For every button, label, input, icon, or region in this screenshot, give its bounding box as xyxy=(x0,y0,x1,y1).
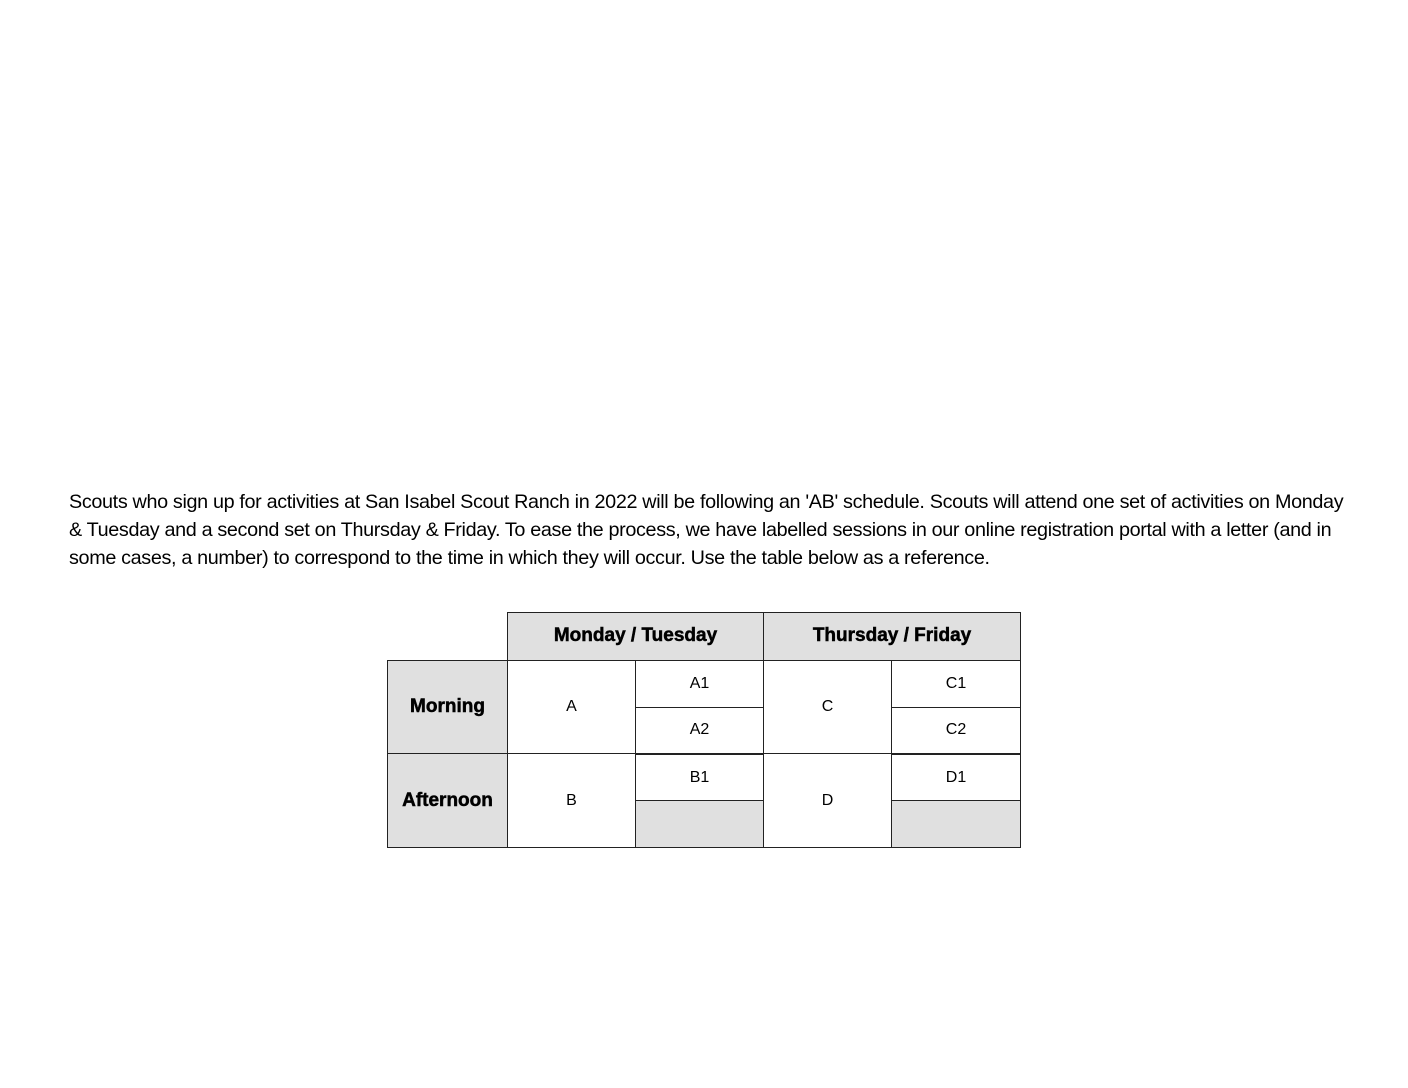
block-cell-a: A xyxy=(508,660,636,754)
header-monday-tuesday: Monday / Tuesday xyxy=(508,613,764,661)
session-cell-a2: A2 xyxy=(636,707,764,754)
table-header-row xyxy=(388,613,1021,661)
period-label-afternoon: Afternoon xyxy=(388,754,508,848)
schedule-intro-paragraph: Scouts who sign up for activities at San Isabel Scout Ranch in 2022 will be following an 'AB' schedule. Scouts will attend one set of activities on Monday & Tuesday and a second set on Thursday & Friday. To ease the process, we have labelled sessions in our online registration portal with a letter (and in some cases, a number) to correspond to the time in which they will occur. Use the table below as a reference. xyxy=(69,491,1344,569)
session-cell-d1: D1 xyxy=(892,754,1021,801)
table-row-morning-1 xyxy=(388,660,1021,707)
period-label-morning: Morning xyxy=(388,660,508,754)
ab-schedule-table xyxy=(387,612,1021,848)
session-cell-c2: C2 xyxy=(892,707,1021,754)
corner-cell xyxy=(388,613,508,661)
header-thursday-friday: Thursday / Friday xyxy=(764,613,1021,661)
session-cell-b1: B1 xyxy=(636,754,764,801)
session-cell-a1: A1 xyxy=(636,660,764,707)
empty-session-cell-thu-fri xyxy=(892,801,1021,848)
session-cell-c1: C1 xyxy=(892,660,1021,707)
table-row-afternoon-1 xyxy=(388,754,1021,801)
block-cell-c: C xyxy=(764,660,892,754)
block-cell-b: B xyxy=(508,754,636,848)
empty-session-cell-mon-tue xyxy=(636,801,764,848)
block-cell-d: D xyxy=(764,754,892,848)
